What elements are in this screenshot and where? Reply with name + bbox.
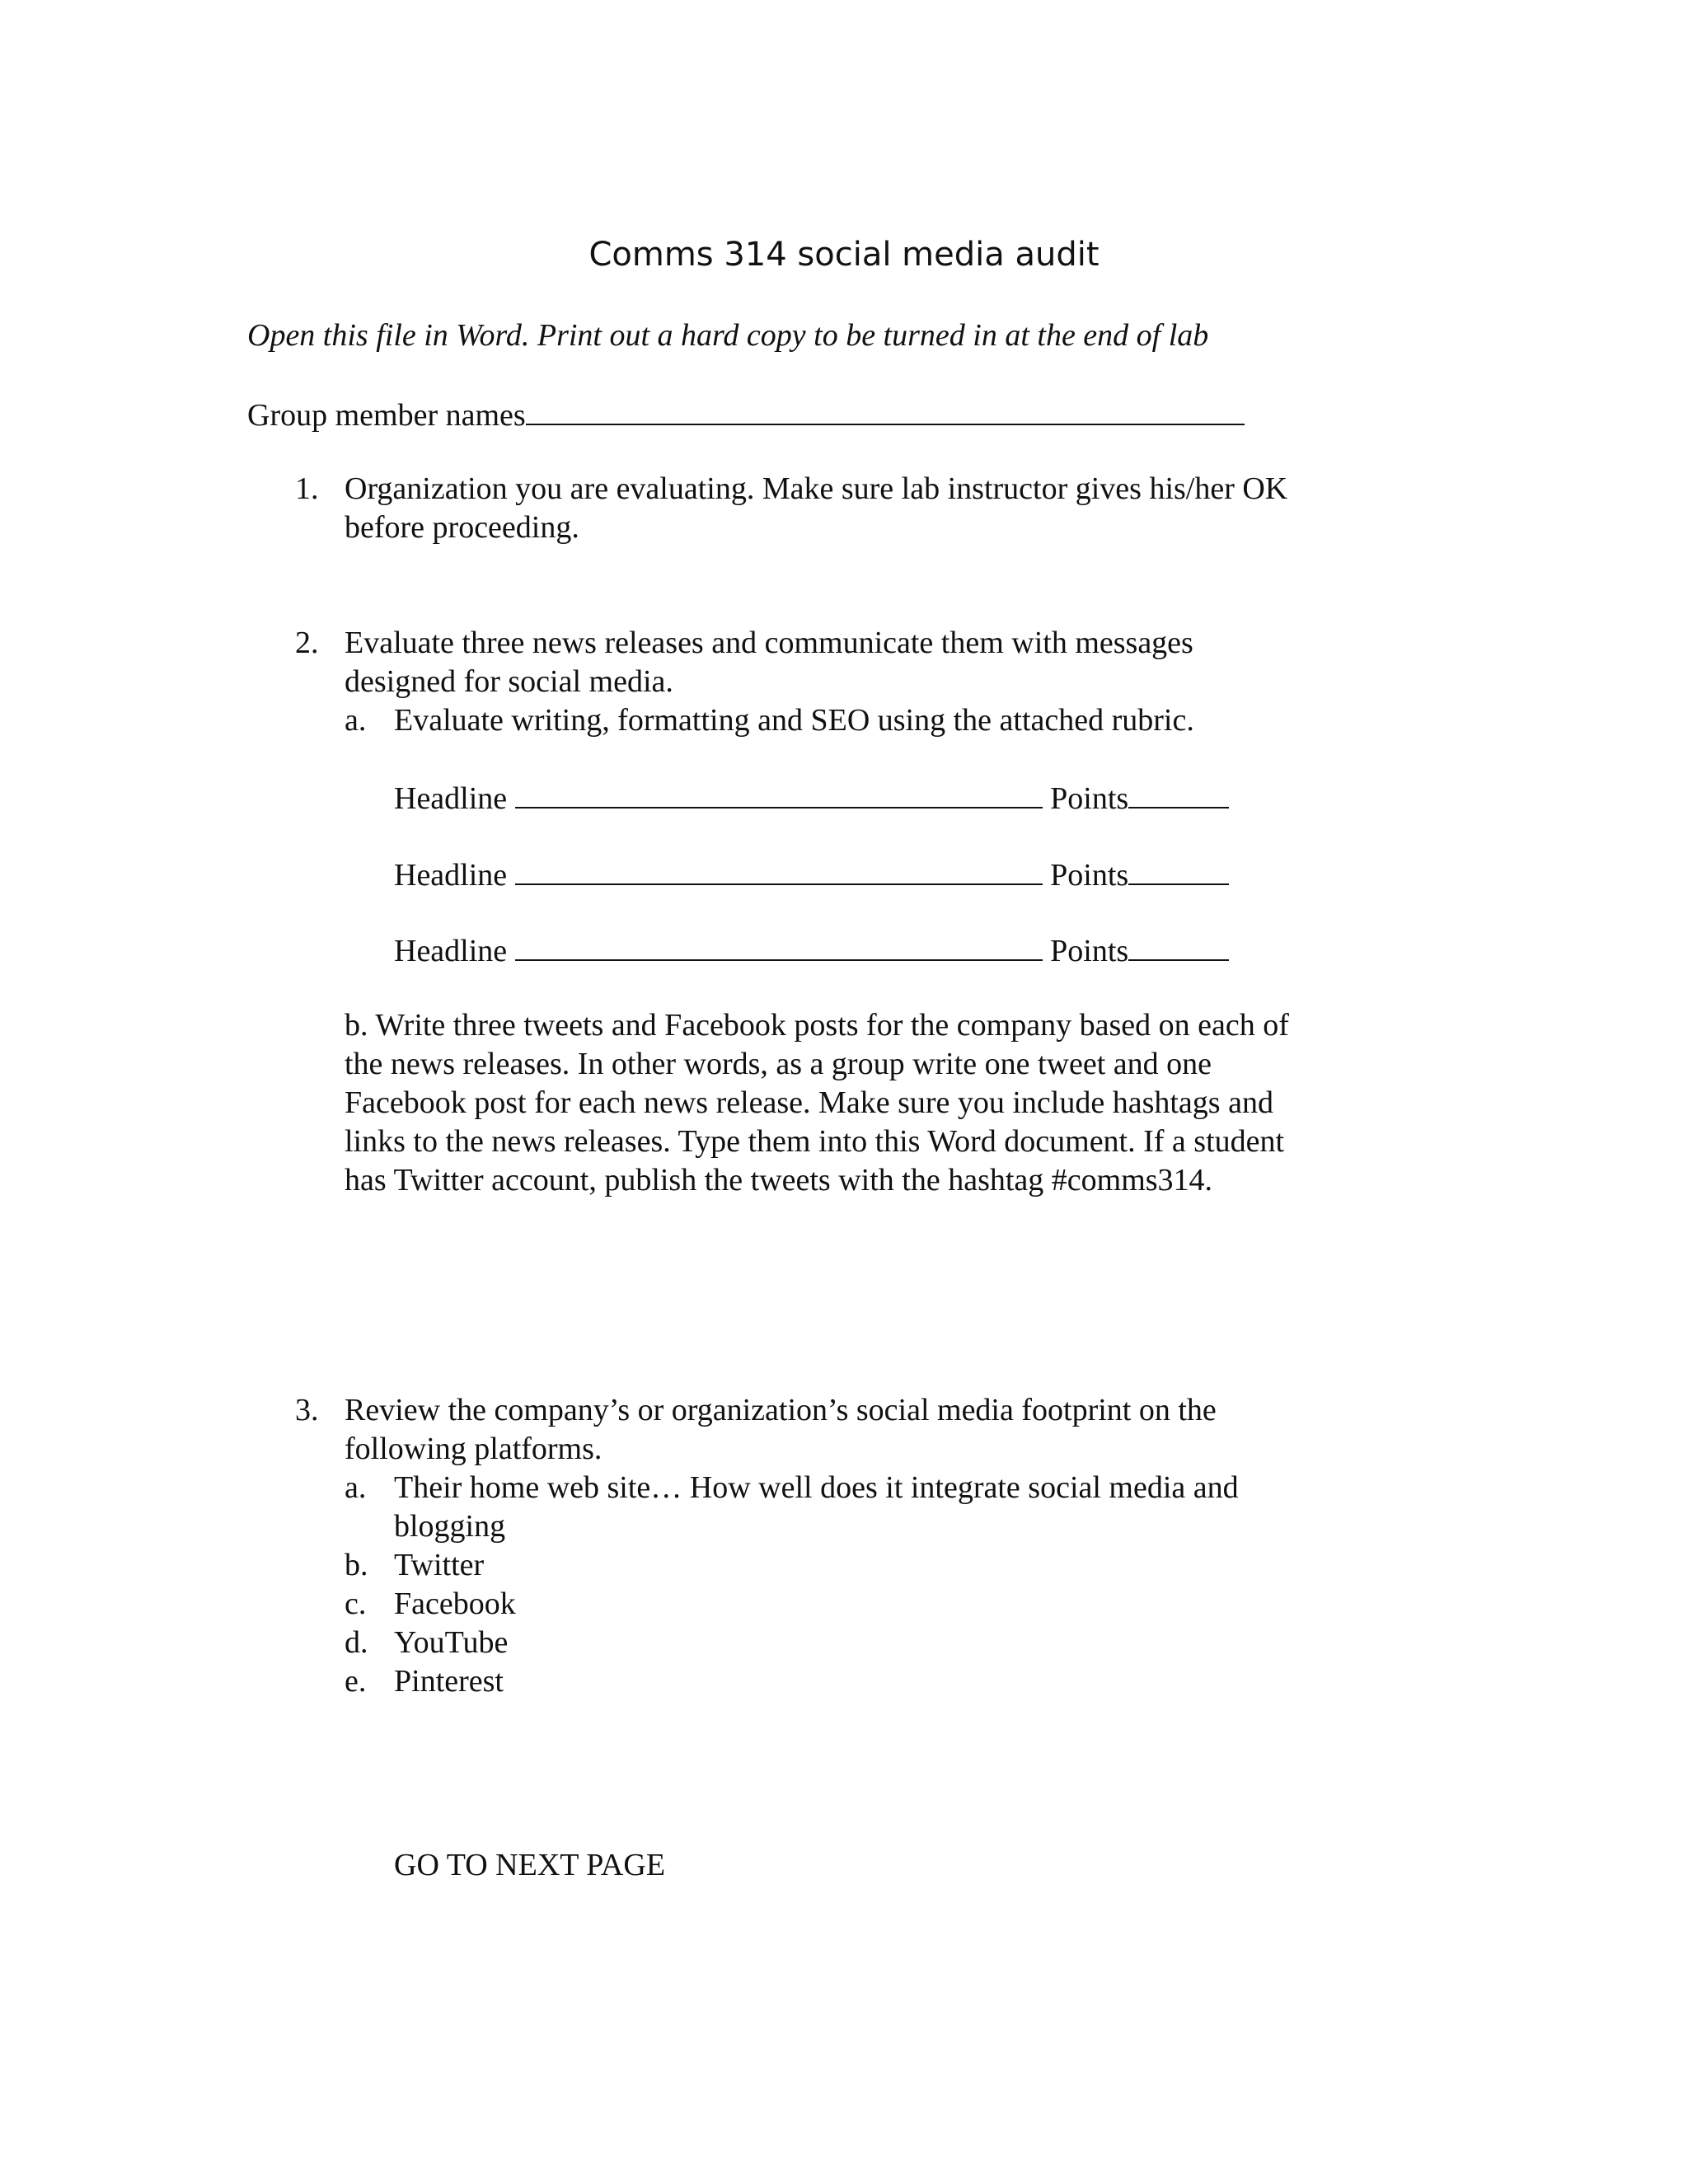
q3d-text: YouTube	[394, 1625, 509, 1660]
go-to-next-page: GO TO NEXT PAGE	[394, 1848, 666, 1882]
q2b-line: b. Write three tweets and Facebook posts for the company based on each of	[345, 1008, 1289, 1043]
q3b-text: Twitter	[394, 1548, 485, 1582]
q3c-text: Facebook	[394, 1586, 516, 1621]
q2a-text: Evaluate writing, formatting and SEO using the attached rubric.	[394, 703, 1194, 738]
q3b-letter: b.	[345, 1548, 368, 1582]
q3-number: 3.	[295, 1393, 319, 1427]
points-blank[interactable]	[1128, 777, 1229, 808]
headline-label: Headline	[394, 858, 508, 893]
q2-line-1: Evaluate three news releases and communicate them with messages	[345, 626, 1193, 660]
points-label: Points	[1050, 934, 1129, 968]
q1-line-2: before proceeding.	[345, 510, 579, 545]
q1-line-1: Organization you are evaluating. Make sure lab instructor gives his/her OK	[345, 471, 1288, 506]
group-names-blank[interactable]	[526, 394, 1245, 425]
q3e-letter: e.	[345, 1664, 367, 1699]
q3-line-1: Review the company’s or organization’s social media footprint on the	[345, 1393, 1217, 1427]
q2-number: 2.	[295, 626, 319, 660]
headline-row	[394, 930, 1229, 971]
q2b-line: Facebook post for each news release. Make sure you include hashtags and	[345, 1085, 1273, 1120]
q2-line-2: designed for social media.	[345, 664, 673, 699]
headline-blank[interactable]	[515, 777, 1043, 808]
q3d-letter: d.	[345, 1625, 368, 1660]
q3c-letter: c.	[345, 1586, 367, 1621]
q2b-line: the news releases. In other words, as a group write one tweet and one	[345, 1047, 1212, 1081]
headline-blank[interactable]	[515, 854, 1043, 885]
q3-line-2: following platforms.	[345, 1432, 603, 1466]
points-label: Points	[1050, 781, 1129, 816]
q3a-line-1: Their home web site… How well does it integrate social media and	[394, 1470, 1239, 1505]
q2a-letter: a.	[345, 703, 367, 738]
headline-label: Headline	[394, 934, 508, 968]
points-blank[interactable]	[1128, 854, 1229, 885]
q1-number: 1.	[295, 471, 319, 506]
headline-row	[394, 854, 1229, 895]
q3a-letter: a.	[345, 1470, 367, 1505]
headline-blank[interactable]	[515, 930, 1043, 961]
q2b-line: links to the news releases. Type them into this Word document. If a student	[345, 1124, 1285, 1159]
q2b-paragraph	[345, 1006, 1289, 1200]
q3e-text: Pinterest	[394, 1664, 504, 1699]
page-title: Comms 314 social media audit	[588, 236, 1100, 274]
points-label: Points	[1050, 858, 1129, 893]
group-names-row	[247, 394, 1245, 435]
headline-label: Headline	[394, 781, 508, 816]
group-names-label: Group member names	[247, 398, 526, 433]
q3a-line-2: blogging	[394, 1509, 506, 1544]
points-blank[interactable]	[1128, 930, 1229, 961]
q2b-line: has Twitter account, publish the tweets with the hashtag #comms314.	[345, 1163, 1213, 1197]
headline-row	[394, 777, 1229, 818]
instructions-text: Open this file in Word. Print out a hard copy to be turned in at the end of lab	[247, 318, 1209, 353]
